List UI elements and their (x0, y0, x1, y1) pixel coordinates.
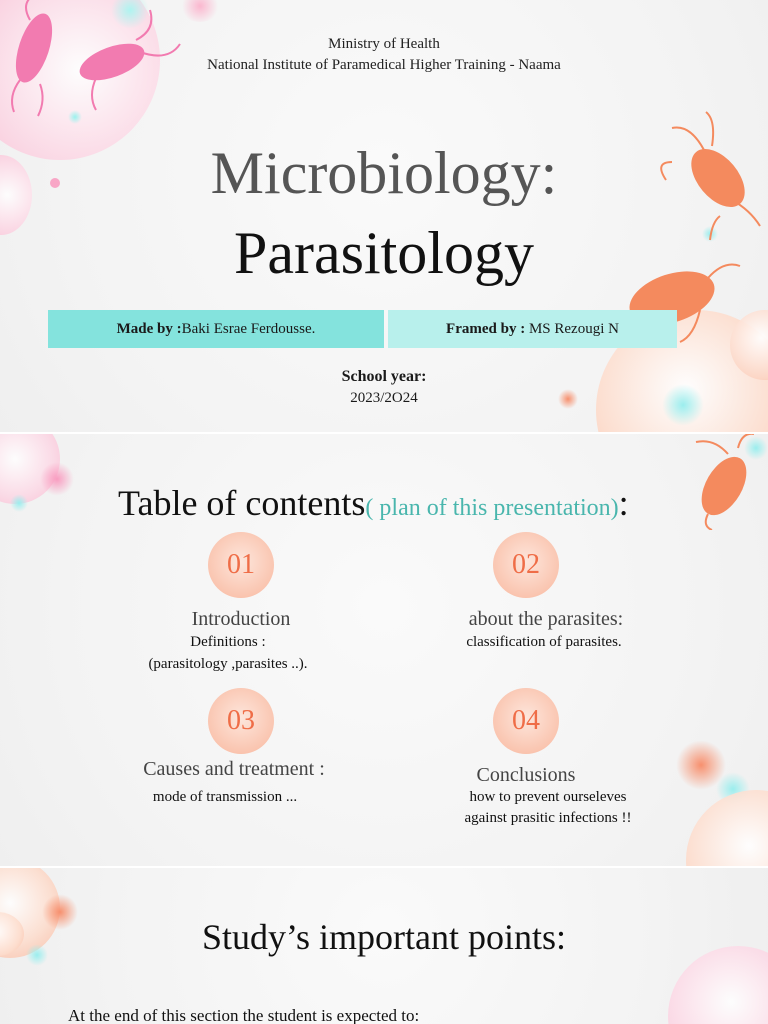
toc-heading-03: Causes and treatment : (143, 758, 325, 780)
school-year-value: 2023/2O24 (350, 390, 418, 406)
framed-by-label: Framed by : (446, 321, 526, 337)
toc-title (118, 482, 629, 524)
made-by-box (48, 310, 384, 348)
teal-dot (68, 110, 82, 124)
study-slide (0, 868, 768, 1024)
pink-dot (180, 0, 220, 22)
framed-by-box (388, 310, 677, 348)
toc-subtitle: ( plan of this presentation) (365, 495, 619, 521)
toc-line-01b: (parasitology ,parasites ..). (148, 656, 308, 672)
toc-heading-04: Conclusions (476, 764, 576, 786)
toc-number-04: 04 (493, 688, 559, 754)
teal-dot (744, 436, 768, 460)
ministry-text: Ministry of Health (328, 36, 440, 52)
made-by-name: Baki Esrae Ferdousse. (181, 321, 316, 337)
institute-text: National Institute of Paramedical Higher Training - Naama (207, 57, 561, 73)
title-line-1: Microbiology: (210, 140, 558, 206)
study-intro: At the end of this section the student is expected to: (68, 1006, 420, 1024)
toc-number-02: 02 (493, 532, 559, 598)
framed-by-name: MS Rezougi N (525, 321, 619, 337)
cover-slide (0, 0, 768, 432)
toc-line-04b: against prasitic infections !! (464, 810, 632, 826)
toc-line-01a: Definitions : (190, 634, 266, 650)
toc-number-03: 03 (208, 688, 274, 754)
school-year-label: School year: (341, 368, 427, 385)
peach-cell-bubble (686, 790, 768, 866)
toc-heading-01: Introduction (191, 608, 291, 630)
pink-dot (40, 462, 74, 496)
toc-line-04a: how to prevent ourseleves (469, 789, 627, 805)
toc-colon: : (618, 483, 629, 523)
toc-number-01: 01 (208, 532, 274, 598)
toc-line-02a: classification of parasites. (466, 634, 622, 650)
header-institution (0, 34, 768, 76)
toc-title-text: Table of contents (118, 483, 366, 523)
toc-slide (0, 434, 768, 866)
toc-line-03a: mode of transmission ... (152, 789, 298, 805)
teal-dot (10, 494, 28, 512)
toc-heading-02: about the parasites: (468, 608, 624, 630)
made-by-label: Made by : (116, 321, 182, 337)
title-line-2: Parasitology (234, 220, 534, 286)
study-title: Study’s important points: (201, 917, 567, 957)
